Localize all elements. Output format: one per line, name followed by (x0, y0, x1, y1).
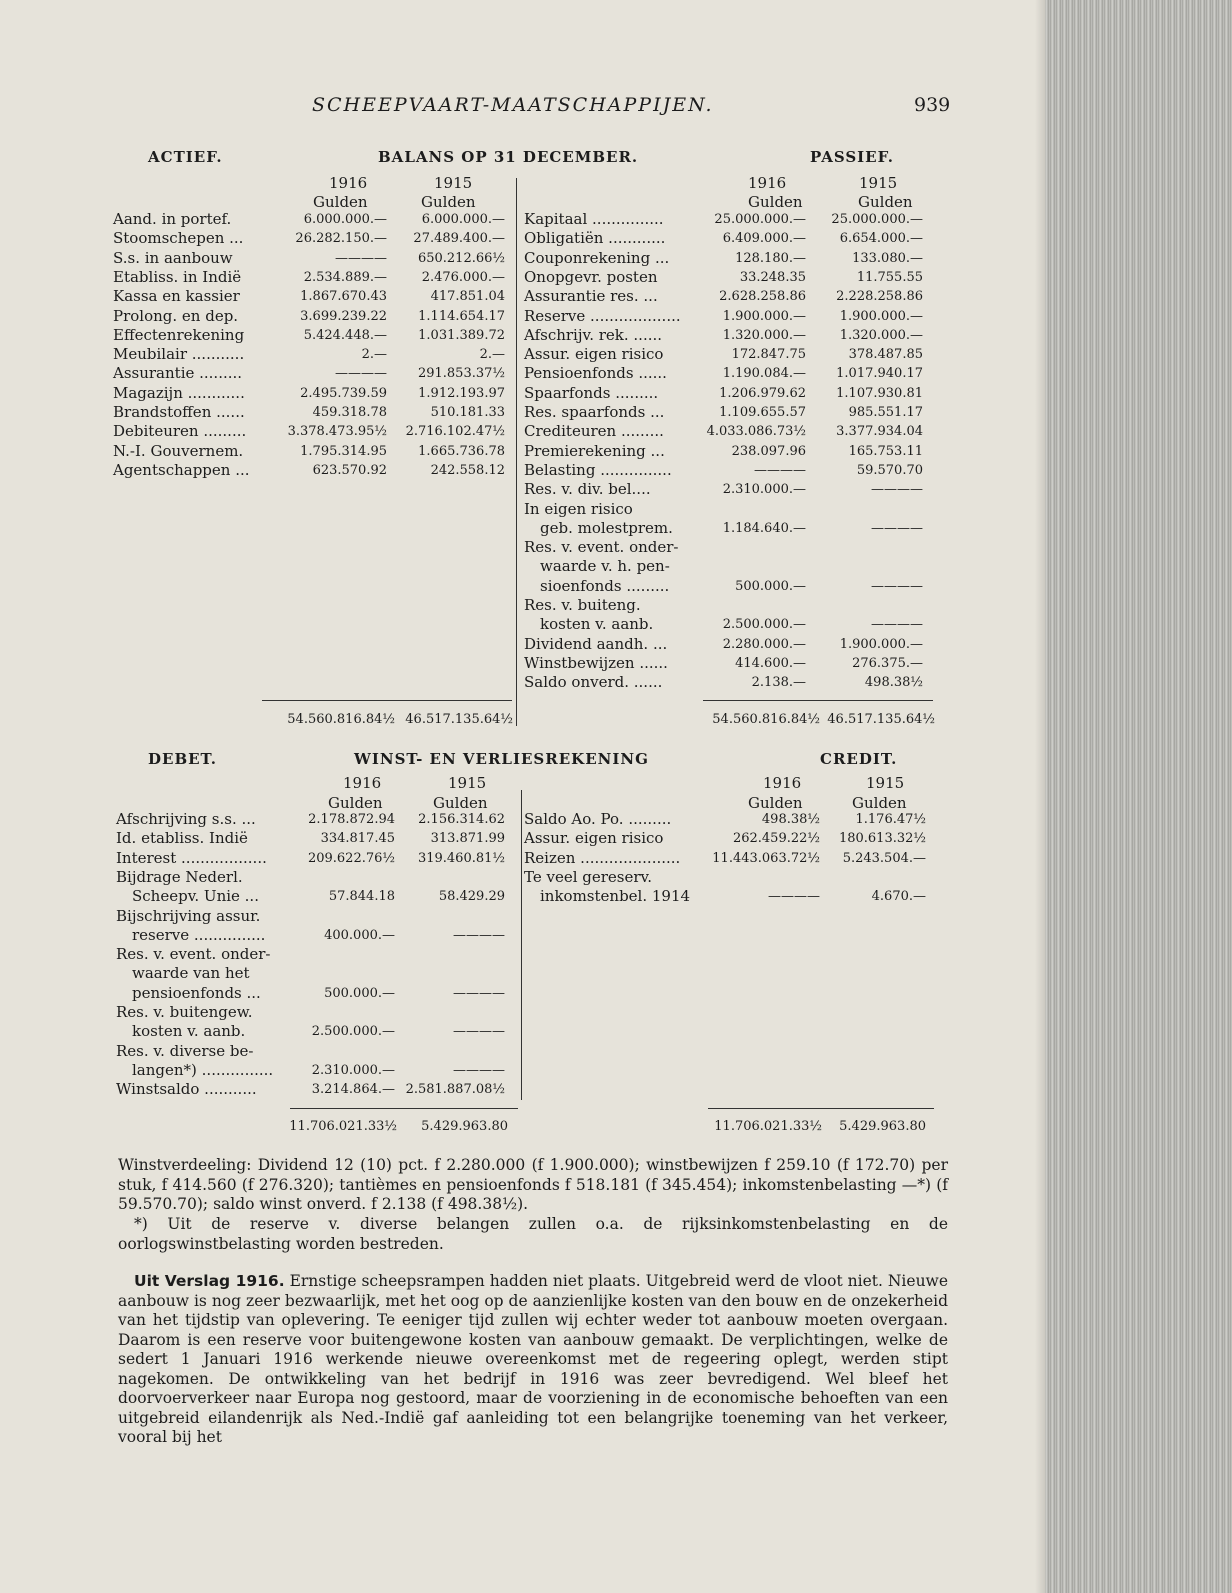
passief-row-value-1916: 414.600.— (735, 655, 806, 671)
passief-row-value-1915: 1.320.000.— (839, 327, 923, 343)
passief-row-label: Saldo onverd. ...... (524, 673, 663, 692)
passief-row-value-1916: 172.847.75 (731, 347, 806, 363)
wv-debet-total-1916: 11.706.021.33½ (289, 1119, 397, 1134)
actief-row-label: S.s. in aanbouw (113, 248, 233, 267)
actief-row-value-1916: 623.570.92 (312, 462, 387, 478)
passief-row-label: Assurantie res. ... (524, 287, 658, 306)
passief-row-value-1916: 1.206.979.62 (719, 385, 806, 401)
passief-row-value-1915: 3.377.934.04 (836, 424, 923, 440)
passief-row-value-1915: ———— (871, 617, 923, 633)
passief-row-value-1915: 1.017.940.17 (836, 366, 923, 382)
credit-row-value-1915: 5.243.504.— (842, 850, 926, 866)
actief-row-label: N.-I. Gouvernem. (113, 441, 244, 460)
debet-row-label: langen*) ............... (132, 1060, 274, 1079)
credit-row-value-1916: 498.38½ (761, 812, 820, 827)
passief-row-label: Afschrijv. rek. ...... (524, 325, 663, 344)
balans-actief-total-1915: 46.517.135.64½ (405, 712, 513, 727)
credit-row-value-1916: ———— (768, 889, 820, 905)
balans-passief-total-1916: 54.560.816.84½ (712, 712, 820, 727)
passief-row-value-1915: ———— (871, 520, 923, 536)
wv-credit-unit-1915: Gulden (852, 794, 907, 812)
passief-row-value-1915: 378.487.85 (848, 347, 923, 363)
debet-row-label: reserve ............... (132, 925, 266, 944)
actief-row-label: Prolong. en dep. (113, 306, 239, 325)
wv-debet-unit-1915: Gulden (433, 794, 488, 812)
passief-row-value-1916: 33.248.35 (739, 269, 806, 285)
debet-row-label: kosten v. aanb. (132, 1022, 246, 1041)
credit-row-label: inkomstenbel. 1914 (540, 887, 691, 906)
actief-row-label: Aand. in portef. (113, 210, 232, 228)
passief-row-value-1915: 11.755.55 (856, 269, 923, 285)
debet-row-value-1916: 209.622.76½ (307, 850, 395, 866)
passief-row-value-1915: 59.570.70 (856, 462, 923, 478)
balans-passief-year-1916: 1916 (748, 174, 787, 192)
actief-row-label: Etabliss. in Indië (113, 267, 242, 286)
actief-row-value-1916: 2.495.739.59 (300, 385, 387, 401)
passief-row-label: waarde v. h. pen- (540, 557, 670, 576)
credit-row-value-1916: 262.459.22½ (732, 831, 820, 847)
debet-row-label: Bijschrijving assur. (116, 906, 261, 925)
actief-row-label: Debiteuren ......... (113, 422, 247, 441)
credit-row-value-1915: 1.176.47½ (855, 812, 926, 827)
actief-row-value-1916: 2.— (361, 347, 387, 363)
actief-row-value-1915: 1.031.389.72 (418, 327, 505, 343)
debet-row-value-1916: 2.178.872.94 (308, 812, 395, 827)
actief-row-value-1916: 1.795.314.95 (300, 443, 387, 459)
actief-row-label: Stoomschepen ... (113, 229, 244, 248)
passief-row-label: Reserve ................... (524, 306, 681, 325)
passief-row-label: sioenfonds ......... (540, 576, 670, 595)
credit-row-value-1915: 180.613.32½ (838, 831, 926, 847)
debet-row-value-1916: 2.500.000.— (311, 1024, 395, 1040)
debet-row-label: Bijdrage Nederl. (116, 867, 243, 886)
wv-credit-year-1916: 1916 (763, 774, 802, 792)
actief-row-label: Meubilair ........... (113, 345, 245, 364)
passief-row-label: Belasting ............... (524, 460, 672, 479)
passief-row-label: Obligatiën ............ (524, 229, 666, 248)
passief-row-label: Res. v. event. onder- (524, 538, 679, 557)
balans-divider (516, 178, 517, 726)
actief-row-value-1915: 6.000.000.— (421, 212, 505, 227)
debet-row-label: Res. v. buitengew. (116, 1003, 253, 1021)
actief-row-label: Effectenrekening (113, 325, 245, 344)
debet-row-value-1915: ———— (453, 1062, 505, 1078)
passief-row-value-1916: 1.190.084.— (722, 366, 806, 382)
actief-row-label: Agentschappen ... (113, 460, 250, 479)
passief-row-label: Crediteuren ......... (524, 422, 664, 441)
credit-row-value-1916: 11.443.063.72½ (712, 850, 820, 866)
balans-passief-unit-1916: Gulden (748, 193, 803, 211)
actief-row-value-1915: 650.212.66½ (417, 250, 505, 266)
actief-row-value-1916: ———— (335, 366, 387, 382)
credit-row-label: Assur. eigen risico (524, 829, 664, 848)
actief-row-value-1916: 3.378.473.95½ (287, 424, 387, 440)
actief-row-value-1915: 1.665.736.78 (418, 443, 505, 459)
debet-row-value-1915: 2.581.887.08½ (405, 1082, 505, 1098)
debet-row-value-1916: 500.000.— (324, 985, 395, 1001)
actief-row-value-1915: 417.851.04 (430, 289, 505, 305)
passief-row-value-1916: ———— (754, 462, 806, 478)
debet-row-value-1915: 2.156.314.62 (418, 812, 505, 827)
passief-row-label: kosten v. aanb. (540, 615, 654, 634)
winstverdeeling-paragraph: Winstverdeeling: Dividend 12 (10) pct. f 2.280.000 (f 1.900.000); winstbewijzen f 259.10 (f 172.70) per stuk, f 414.560 (f 276.320); tantièmes en pensioenfonds f 518.181 (f 345.454); inkomstenbelasting —*) (f 59.570.70); saldo winst onverd. f 2.138 (f 498.38½). (118, 1156, 948, 1213)
balans-passief-total-rule (703, 700, 933, 701)
debet-row-label: Id. etabliss. Indië (116, 829, 248, 848)
running-title: SCHEEPVAART-MAATSCHAPPIJEN. (312, 94, 714, 116)
balans-passief-year-1915: 1915 (859, 174, 898, 192)
passief-row-value-1915: 6.654.000.— (839, 231, 923, 247)
actief-row-value-1915: 2.476.000.— (421, 269, 505, 285)
wv-debet-total-rule (290, 1108, 518, 1109)
passief-row-label: Res. spaarfonds ... (524, 403, 665, 421)
actief-row-value-1915: 510.181.33 (430, 405, 505, 420)
credit-heading: CREDIT. (820, 750, 898, 768)
balans-actief-unit-1916: Gulden (313, 193, 368, 211)
credit-row-value-1915: 4.670.— (871, 889, 926, 905)
debet-row-label: Winstsaldo ........... (116, 1080, 257, 1099)
actief-row-value-1916: 2.534.889.— (303, 269, 387, 285)
actief-row-value-1915: 2.716.102.47½ (405, 424, 505, 440)
passief-row-label: Winstbewijzen ...... (524, 653, 668, 672)
passief-row-value-1916: 2.500.000.— (722, 617, 806, 633)
footnote-paragraph: *) Uit de reserve v. diverse belangen zullen o.a. de rijksinkomstenbelasting en de oorlogswinstbelasting worden bestreden. (118, 1215, 948, 1253)
debet-row-value-1916: 400.000.— (324, 927, 395, 943)
wv-debet-total-1915: 5.429.963.80 (421, 1119, 508, 1134)
passief-row-label: Onopgevr. posten (524, 267, 658, 286)
actief-row-value-1915: 1.912.193.97 (418, 385, 505, 401)
debet-row-label: pensioenfonds ... (132, 983, 261, 1002)
passief-row-value-1915: 1.900.000.— (839, 636, 923, 652)
debet-row-value-1916: 334.817.45 (320, 831, 395, 847)
actief-row-value-1916: 6.000.000.— (303, 212, 387, 227)
actief-row-value-1916: 459.318.78 (312, 405, 387, 420)
debet-row-value-1915: ———— (453, 1024, 505, 1040)
passief-row-value-1915: 1.900.000.— (839, 308, 923, 324)
passief-row-value-1916: 4.033.086.73½ (706, 424, 806, 440)
wv-debet-year-1915: 1915 (448, 774, 487, 792)
debet-row-value-1915: 313.871.99 (430, 831, 505, 847)
credit-row-label: Reizen ..................... (524, 848, 681, 867)
debet-row-value-1916: 3.214.864.— (311, 1082, 395, 1098)
actief-row-value-1915: 2.— (479, 347, 505, 363)
passief-row-label: Res. v. div. bel.... (524, 480, 651, 499)
debet-row-label: Scheepv. Unie ... (132, 887, 259, 906)
verslag-text: Ernstige scheepsrampen hadden niet plaats. Uitgebreid werd de vloot niet. Nieuwe aanbouw is nog zeer bezwaarlijk, met het oog op de aanzienlijke kosten van den bouw en de onzekerheid van het tijdstip van oplevering. Te eeniger tijd zullen wij echter weder tot aanbouw moeten overgaan. Daarom is een reserve voor buitengewone kosten van aanbouw gemaakt. De verplichtingen, welke de sedert 1 Januari 1916 werkende nieuwe overeenkomst met de regeering oplegt, werden stipt nagekomen. De ontwikkeling van het bedrijf in 1916 was zeer bevredigend. Wel bleef het doorvoerverkeer naar Europa nog gestoord, maar de voorziening in de economische behoeften van een uitgebreid eilandenrijk als Ned.-Indië gaf aanleiding tot een belangrijke toeneming van het verkeer, vooral bij het (118, 1272, 948, 1446)
passief-row-value-1916: 1.900.000.— (722, 308, 806, 324)
passief-row-value-1916: 500.000.— (735, 578, 806, 594)
debet-row-value-1915: ———— (453, 985, 505, 1001)
wv-credit-total-rule (708, 1108, 934, 1109)
debet-row-value-1915: ———— (453, 927, 505, 943)
actief-row-label: Kassa en kassier (113, 287, 240, 306)
debet-row-label: Res. v. diverse be- (116, 1041, 254, 1060)
actief-row-label: Magazijn ............ (113, 383, 245, 402)
passief-row-value-1915: 276.375.— (852, 655, 923, 671)
passief-row-value-1915: 1.107.930.81 (836, 385, 923, 401)
passief-row-value-1915: 25.000.000.— (831, 212, 923, 227)
passief-row-value-1916: 6.409.000.— (722, 231, 806, 247)
balans-passief-unit-1915: Gulden (858, 193, 913, 211)
debet-row-label: Res. v. event. onder- (116, 945, 271, 964)
passief-row-value-1916: 128.180.— (735, 250, 806, 266)
balans-passief-total-1915: 46.517.135.64½ (827, 712, 935, 727)
passief-row-label: geb. molestprem. (540, 518, 673, 537)
debet-row-label: Afschrijving s.s. ... (116, 810, 256, 828)
wv-credit-total-1915: 5.429.963.80 (839, 1119, 926, 1134)
actief-row-value-1916: 5.424.448.— (303, 327, 387, 343)
passief-row-label: Assur. eigen risico (524, 345, 664, 364)
passief-row-value-1916: 25.000.000.— (714, 212, 806, 227)
debet-row-label: waarde van het (132, 964, 250, 983)
debet-row-label: Interest .................. (116, 848, 267, 867)
passief-row-label: Premierekening ... (524, 441, 665, 460)
passief-row-value-1915: 985.551.17 (848, 405, 923, 420)
passief-row-value-1915: ———— (871, 482, 923, 498)
passief-row-value-1916: 2.138.— (751, 675, 806, 691)
actief-row-label: Brandstoffen ...... (113, 403, 245, 421)
actief-row-value-1916: 1.867.670.43 (300, 289, 387, 305)
passief-row-value-1916: 2.310.000.— (722, 482, 806, 498)
passief-row-value-1916: 1.184.640.— (722, 520, 806, 536)
wv-debet-year-1916: 1916 (343, 774, 382, 792)
passief-row-value-1915: 2.228.258.86 (836, 289, 923, 305)
page-number: 939 (914, 94, 951, 116)
actief-row-value-1916: 3.699.239.22 (300, 308, 387, 324)
passief-row-label: Pensioenfonds ...... (524, 364, 667, 383)
passief-row-value-1916: 2.628.258.86 (719, 289, 806, 305)
actief-row-value-1916: ———— (335, 250, 387, 266)
debet-row-value-1916: 2.310.000.— (311, 1062, 395, 1078)
actief-row-value-1916: 26.282.150.— (295, 231, 387, 247)
wv-divider (521, 790, 522, 1100)
balans-actief-year-1915: 1915 (434, 174, 473, 192)
credit-row-label: Te veel gereserv. (524, 867, 653, 886)
actief-row-label: Assurantie ......... (113, 364, 243, 383)
passief-row-label: Couponrekening ... (524, 248, 670, 267)
passief-row-label: Dividend aandh. ... (524, 634, 668, 653)
balans-actief-unit-1915: Gulden (421, 193, 476, 211)
passief-row-label: Kapitaal ............... (524, 210, 664, 228)
debet-row-value-1916: 57.844.18 (328, 889, 395, 905)
balans-actief-year-1916: 1916 (329, 174, 368, 192)
passief-row-value-1915: 133.080.— (852, 250, 923, 266)
balans-heading: BALANS OP 31 DECEMBER. (378, 148, 639, 166)
passief-heading: PASSIEF. (810, 148, 894, 166)
book-page-edges (1045, 0, 1232, 1593)
passief-row-value-1916: 1.109.655.57 (719, 405, 806, 420)
wv-credit-total-1916: 11.706.021.33½ (714, 1119, 822, 1134)
wv-credit-unit-1916: Gulden (748, 794, 803, 812)
wv-credit-year-1915: 1915 (866, 774, 905, 792)
balans-actief-total-1916: 54.560.816.84½ (287, 712, 395, 727)
wv-heading: WINST- EN VERLIESREKENING (354, 750, 649, 768)
verslag-paragraph (118, 1272, 948, 1448)
debet-row-value-1915: 319.460.81½ (417, 850, 505, 866)
debet-row-value-1915: 58.429.29 (438, 889, 505, 905)
actief-row-value-1915: 27.489.400.— (413, 231, 505, 247)
wv-debet-unit-1916: Gulden (328, 794, 383, 812)
passief-row-value-1916: 1.320.000.— (722, 327, 806, 343)
actief-heading: ACTIEF. (148, 148, 223, 166)
passief-row-value-1915: 498.38½ (864, 675, 923, 691)
passief-row-value-1915: 165.753.11 (848, 443, 923, 459)
actief-row-value-1915: 1.114.654.17 (418, 308, 505, 324)
passief-row-value-1916: 2.280.000.— (722, 636, 806, 652)
actief-row-value-1915: 291.853.37½ (417, 366, 505, 382)
passief-row-value-1916: 238.097.96 (731, 443, 806, 459)
balans-actief-total-rule (262, 700, 512, 701)
passief-row-value-1915: ———— (871, 578, 923, 594)
debet-heading: DEBET. (148, 750, 218, 768)
verslag-lead: Uit Verslag 1916. (134, 1272, 285, 1290)
actief-row-value-1915: 242.558.12 (430, 462, 505, 478)
passief-row-label: In eigen risico (524, 499, 633, 518)
credit-row-label: Saldo Ao. Po. ......... (524, 810, 672, 828)
passief-row-label: Res. v. buiteng. (524, 596, 641, 614)
passief-row-label: Spaarfonds ......... (524, 383, 659, 402)
